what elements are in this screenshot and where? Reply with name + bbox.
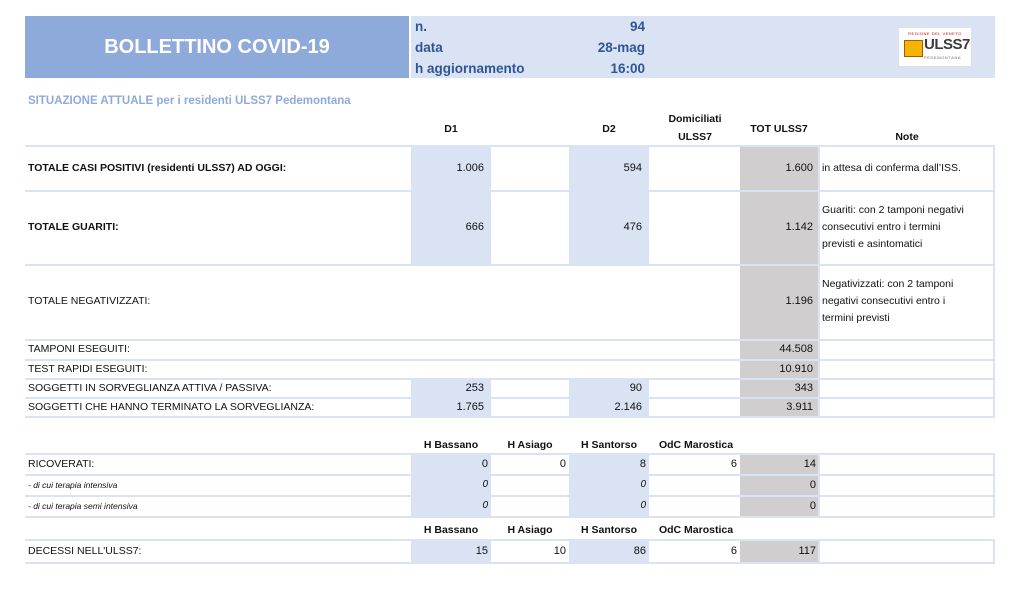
row-label-positivi: TOTALE CASI POSITIVI (residenti ULSS7) AD OGGI: [28, 162, 287, 174]
guariti-note-3: previsti e asintomatici [822, 238, 923, 250]
row-label-ricoverati: RICOVERATI: [28, 458, 95, 470]
semi-bassano: 0 [482, 500, 488, 511]
row-label-sorveglianza: SOGGETTI IN SORVEGLIANZA ATTIVA / PASSIVA: [28, 382, 272, 394]
row-border [25, 190, 995, 192]
col-header-h-bassano-2: H Bassano [423, 524, 479, 536]
positivi-d2: 594 [623, 162, 642, 174]
decessi-bassano: 15 [475, 545, 488, 557]
col-header-h-asiago-2: H Asiago [507, 524, 553, 536]
col-header-d2: D2 [602, 123, 616, 135]
shield-icon [904, 40, 923, 57]
logo-name: ULSS7 [924, 36, 970, 53]
decessi-tot: 117 [798, 545, 816, 557]
row-border [25, 359, 995, 361]
negativizzati-note-1: Negativizzati: con 2 tamponi [822, 278, 954, 290]
col-border [993, 539, 995, 564]
col-header-domiciliati: Domiciliati [668, 113, 722, 125]
decessi-asiago: 10 [553, 545, 566, 557]
terminato-d2: 2.146 [614, 401, 642, 413]
col-header-h-santorso-2: H Santorso [580, 524, 637, 536]
row-label-terapia-semi-intensiva: - di cui terapia semi intensiva [28, 501, 138, 511]
row-border [25, 264, 995, 266]
page-title: BOLLETTINO COVID-19 [104, 36, 330, 58]
col-header-domiciliati-ulss7: ULSS7 [678, 131, 712, 143]
intensiva-bassano: 0 [482, 479, 488, 490]
semi-tot: 0 [809, 500, 816, 512]
negativizzati-note-3: termini previsti [822, 312, 890, 324]
total-column-bg [740, 146, 818, 417]
ricoverati-tot: 14 [803, 458, 816, 470]
row-border [25, 516, 995, 518]
row-border [25, 145, 995, 147]
guariti-tot: 1.142 [785, 221, 813, 233]
update-time-label: h aggiornamento [415, 61, 525, 76]
col-header-note: Note [895, 131, 919, 143]
decessi-marostica: 6 [730, 545, 737, 557]
bulletin-number-value: 94 [629, 19, 645, 34]
sorveglianza-tot: 343 [794, 382, 813, 394]
col-header-d1: D1 [444, 123, 458, 135]
test-rapidi-tot: 10.910 [779, 363, 813, 375]
ricoverati-santorso: 8 [639, 458, 646, 470]
row-label-negativizzati: TOTALE NEGATIVIZZATI: [28, 295, 151, 307]
date-label: data [415, 40, 443, 55]
col-border [993, 453, 995, 517]
positivi-d1: 1.006 [456, 162, 484, 174]
col-border [818, 145, 820, 418]
row-label-test-rapidi: TEST RAPIDI ESEGUITI: [28, 363, 148, 375]
row-border [25, 453, 995, 455]
bulletin-number-label: n. [415, 19, 427, 34]
sorveglianza-d2: 90 [629, 382, 642, 394]
col-border [993, 145, 995, 418]
col-header-odc-marostica-2: OdC Marostica [658, 524, 734, 536]
negativizzati-note-2: negativi consecutivi entro i [822, 295, 946, 307]
row-border [25, 495, 995, 497]
section-title: SITUAZIONE ATTUALE per i residenti ULSS7 Pedemontana [28, 95, 351, 107]
update-time-value: 16:00 [610, 61, 645, 76]
col-border [818, 453, 820, 517]
guariti-d2: 476 [623, 221, 642, 233]
col-header-tot: TOT ULSS7 [750, 123, 808, 135]
col-header-h-santorso: H Santorso [580, 439, 637, 451]
guariti-d1: 666 [465, 221, 484, 233]
row-border [25, 562, 995, 564]
col-border [818, 539, 820, 564]
guariti-note-1: Guariti: con 2 tamponi negativi [822, 204, 964, 216]
decessi-santorso: 86 [633, 545, 646, 557]
terminato-d1: 1.765 [456, 401, 484, 413]
ulss7-logo [898, 27, 972, 67]
logo-subtext: PEDEMONTANA [924, 55, 962, 60]
negativizzati-tot: 1.196 [785, 295, 813, 307]
intensiva-santorso: 0 [640, 479, 646, 490]
ricoverati-asiago: 0 [559, 458, 566, 470]
tamponi-tot: 44.508 [779, 343, 813, 355]
date-value: 28-mag [597, 40, 645, 55]
col-header-h-bassano: H Bassano [423, 439, 479, 451]
row-border [25, 378, 995, 380]
row-border [25, 397, 995, 399]
terminato-tot: 3.911 [786, 401, 813, 413]
row-border [25, 339, 995, 341]
row-label-terapia-intensiva: - di cui terapia intensiva [28, 480, 118, 490]
semi-santorso: 0 [640, 500, 646, 511]
row-border [25, 539, 995, 541]
row-label-terminato: SOGGETTI CHE HANNO TERMINATO LA SORVEGLIANZA: [28, 401, 315, 413]
positivi-note: in attesa di conferma dall’ISS. [822, 162, 961, 174]
ricoverati-bassano: 0 [481, 458, 488, 470]
logo-region-text: REGIONE DEL VENETO [908, 31, 962, 36]
col-header-h-asiago: H Asiago [507, 439, 553, 451]
row-border [25, 474, 995, 476]
row-label-decessi: DECESSI NELL'ULSS7: [28, 545, 142, 557]
guariti-note-2: consecutivi entro i termini [822, 221, 941, 233]
positivi-tot: 1.600 [785, 162, 813, 174]
sorveglianza-d1: 253 [465, 382, 484, 394]
row-border [25, 416, 995, 418]
ricoverati-marostica: 6 [730, 458, 737, 470]
row-label-guariti: TOTALE GUARITI: [28, 221, 119, 233]
col-header-odc-marostica: OdC Marostica [658, 439, 734, 451]
row-label-tamponi: TAMPONI ESEGUITI: [28, 343, 130, 355]
intensiva-tot: 0 [809, 479, 816, 491]
